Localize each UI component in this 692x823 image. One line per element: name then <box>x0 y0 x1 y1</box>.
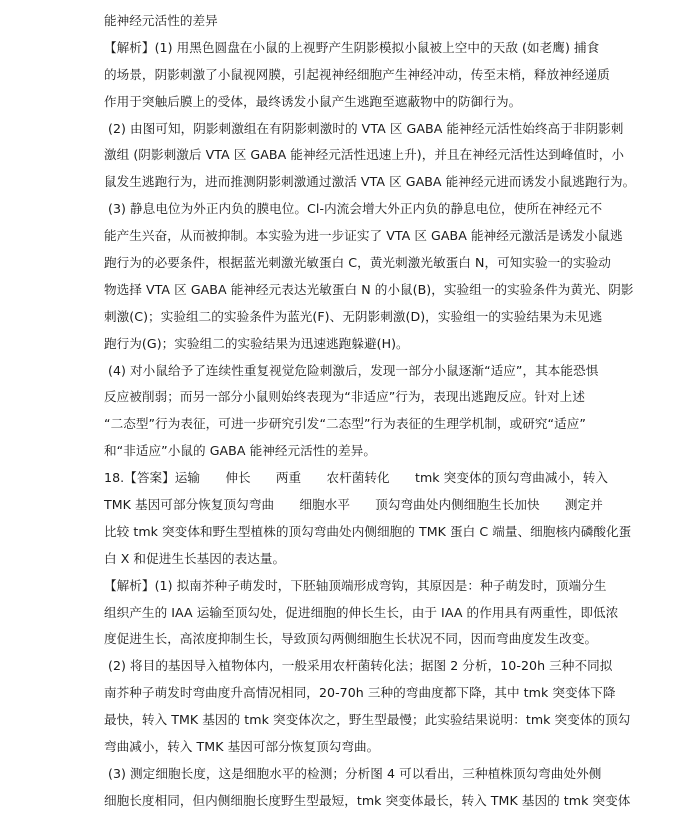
text-line: 跑行为(G)；实验组二的实验结果为迅速逃跑躲避(H)。 <box>104 335 409 351</box>
text-line: (3) 静息电位为外正内负的膜电位。Cl-内流会增大外正内负的静息电位，使所在神经元不 <box>108 201 603 217</box>
text-line: “二态型”行为表征，可进一步研究引发“二态型”行为表征的生理学机制，或研究“适应” <box>104 416 586 432</box>
text-line: 物选择 VTA 区 GABA 能神经元表达光敏蛋白 N 的小鼠(B)，实验组一的实验条件为黄光、阴影 <box>104 281 634 297</box>
text-line: (3) 测定细胞长度，这是细胞水平的检测；分析图 4 可以看出，三种植株顶勾弯曲处外侧 <box>108 765 602 781</box>
text-line: (2) 将目的基因导入植物体内，一般采用农杆菌转化法；据图 2 分析，10-20h 三种不同拟 <box>108 658 613 674</box>
text-line: 作用于突触后膜上的受体，最终诱发小鼠产生逃跑至遮蔽物中的防御行为。 <box>104 93 522 109</box>
text-line: 组织产生的 IAA 运输至顶勾处，促进细胞的伸长生长，由于 IAA 的作用具有两重性，即低浓 <box>104 604 619 620</box>
text-line: 跑行为的必要条件，根据蓝光刺激光敏蛋白 C，黄光刺激光敏蛋白 N，可知实验一的实验动 <box>104 255 611 271</box>
text-line: 细胞长度相同，但内侧细胞长度野生型最短，tmk 突变体最长，转入 TMK 基因的 tmk 突变体 <box>104 792 631 808</box>
text-line-1: 能神经元活性的差异 <box>104 13 218 28</box>
text-line: TMK 基因可部分恢复顶勾弯曲 细胞水平 顶勾弯曲处内侧细胞生长加快 测定并 <box>104 497 603 513</box>
analysis-paragraph-line: 【解析】(1) 用黑色圆盘在小鼠的上视野产生阴影模拟小鼠被上空中的天敌 (如老鹰) 捕食 <box>104 39 600 55</box>
text-line: 和“非适应”小鼠的 GABA 能神经元活性的差异。 <box>104 443 377 459</box>
text-line: (2) 由图可知，阴影刺激组在有阴影刺激时的 VTA 区 GABA 能神经元活性始终高于非阴影刺 <box>108 120 624 136</box>
text-line: 的场景，阴影刺激了小鼠视网膜，引起视神经细胞产生神经冲动，传至末梢，释放神经递质 <box>104 66 610 82</box>
text-line: 弯曲减小，转入 TMK 基因可部分恢复顶勾弯曲。 <box>104 739 380 755</box>
text-line: 最快，转入 TMK 基因的 tmk 突变体次之，野生型最慢；此实验结果说明：tmk 突变体的顶勾 <box>104 712 631 728</box>
text-line: 激组 (阴影刺激后 VTA 区 GABA 能神经元活性迅速上升)，并且在神经元活性达到峰值时，小 <box>104 147 625 163</box>
text-line: 比较 tmk 突变体和野生型植株的顶勾弯曲处内侧细胞的 TMK 蛋白 C 端量、细胞核内磷酸化蛋 <box>104 523 632 539</box>
text-line: 度促进生长，高浓度抑制生长，导致顶勾两侧细胞生长状况不同，因而弯曲度发生改变。 <box>104 631 598 647</box>
analysis-paragraph-line: 【解析】(1) 拟南芥种子萌发时，下胚轴顶端形成弯钩，其原因是：种子萌发时，顶端分生 <box>104 577 607 593</box>
text-line: 白 X 和促进生长基因的表达量。 <box>104 550 286 566</box>
text-line: (4) 对小鼠给予了连续性重复视觉危险刺激后，发现一部分小鼠逐渐“适应”，其本能恐惧 <box>108 362 599 378</box>
document-page <box>104 8 636 815</box>
text-line: 鼠发生逃跑行为，进而推测阴影刺激通过激活 VTA 区 GABA 能神经元进而诱发小鼠逃跑行为。 <box>104 174 636 190</box>
text-line: 刺激(C)；实验组二的实验条件为蓝光(F)、无阴影刺激(D)，实验组一的实验结果为未见逃 <box>104 308 603 324</box>
text-line: 反应被削弱；而另一部分小鼠则始终表现为“非适应”行为，表现出逃跑反应。针对上述 <box>104 389 585 405</box>
text-line: 能产生兴奋，从而被抑制。本实验为进一步证实了 VTA 区 GABA 能神经元激活是诱发小鼠逃 <box>104 228 623 244</box>
text-line: 南芥种子萌发时弯曲度升高情况相同，20-70h 三种的弯曲度都下降，其中 tmk 突变体下降 <box>104 685 616 701</box>
answer-line-18: 18.【答案】运输 伸长 两重 农杆菌转化 tmk 突变体的顶勾弯曲减小，转入 <box>104 470 609 486</box>
